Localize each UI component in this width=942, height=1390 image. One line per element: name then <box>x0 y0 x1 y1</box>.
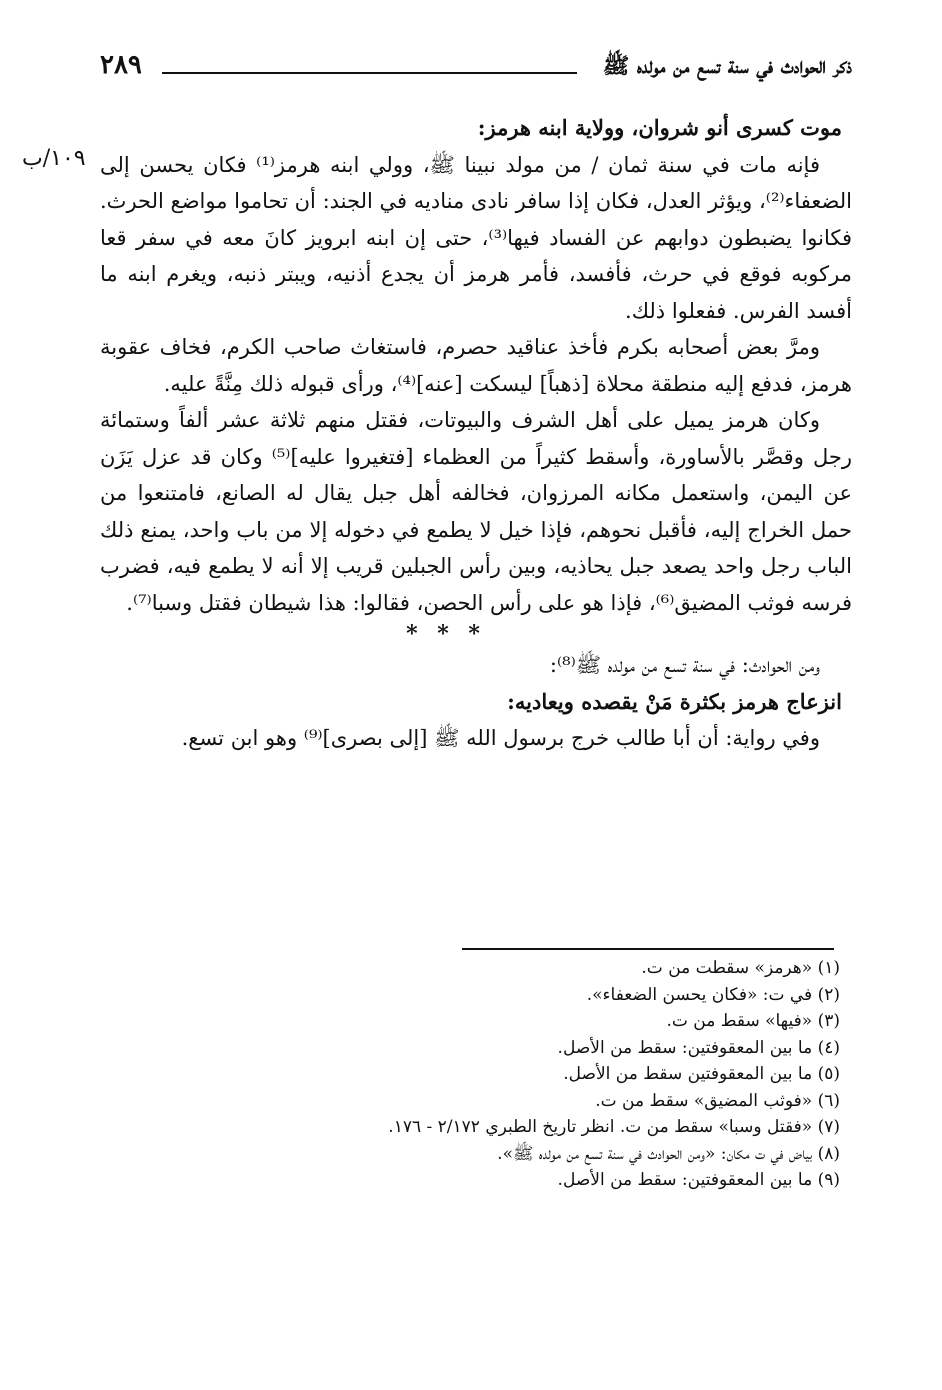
header-rule <box>162 72 577 74</box>
footnote: (١) «هرمز» سقطت من ت. <box>641 958 840 978</box>
margin-folio-note: ١٠٩/ب <box>22 146 86 171</box>
paragraph: فإنه مات في سنة ثمان / من مولد نبينا ﷺ، وولي ابنه هرمز⁽¹⁾ فكان يحسن إلى الضعفاء⁽²⁾، ويؤثر العدل، فكان إذا سافر نادى مناديه في الجند: أن تحاموا مواضع الحرث. فكانوا يضبطون دوابهم عن الفساد فيها⁽³⁾، حتى إن ابنه ابرويز كانَ معه في سفر قعا مركوبه فوقع في حرث، فأفسد، فأمر هرمز أن يجدع أذنيه، ويبتر ذنبه، ويغرم ابنه ما أفسد الفرس. ففعلوا ذلك. <box>100 152 853 323</box>
footnotes <box>340 955 840 1194</box>
section-heading: موت كسرى أنو شروان، وولاية ابنه هرمز: <box>477 115 842 140</box>
main-text <box>100 110 852 757</box>
footnote: (٥) ما بين المعقوفتين سقط من الأصل. <box>563 1064 840 1084</box>
page-number: ٢٨٩ <box>100 50 142 80</box>
section-separator: * * * <box>406 621 486 647</box>
paragraph: وفي رواية: أن أبا طالب خرج برسول الله ﷺ [إلى بصرى]⁽⁹⁾ وهو ابن تسع. <box>181 726 820 750</box>
running-header-title: ذكر الحوادث في سنة تسع من مولده ﷺ <box>602 53 852 79</box>
footnote: (٩) ما بين المعقوفتين: سقط من الأصل. <box>557 1170 840 1190</box>
footnote: (٧) «فقتل وسبا» سقط من ت. انظر تاريخ الطبري ٢/١٧٢ - ١٧٦. <box>388 1117 840 1137</box>
footnote: (٦) «فوثب المضيق» سقط من ت. <box>595 1090 840 1111</box>
footnote: (٣) «فيها» سقط من ت. <box>666 1011 840 1031</box>
paragraph: وكان هرمز يميل على أهل الشرف والبيوتات، فقتل منهم ثلاثة عشر ألفاً وستمائة رجل وقصَّر بالأساورة، وأسقط كثيراً من العظماء [فتغيروا عليه]⁽⁵⁾ وكان قد عزل يَزَن عن اليمن، واستعمل مكانه المرزوان، فخالفه أهل جبل يقال له الصانع، فامتنعوا من حمل الخراج إليه، فأقبل نحوهم، فإذا خيل لا يطمع في دخوله إلا من باب واحد، يمنع ذلك الباب رجل واحد يصعد جبل يحاذيه، وبين رأس الجبلين قريب إلا أنه لا يطمع فيه، فضرب فرسه فوثب المضيق⁽⁶⁾، فإذا هو على رأس الحصن، فقالوا: هذا شيطان فقتل وسبا⁽⁷⁾. <box>100 408 852 615</box>
footnote: (٤) ما بين المعقوفتين: سقط من الأصل. <box>557 1037 840 1058</box>
footnote: (٨) بياض في ت مكان: «ومن الحوادث في سنة تسع من مولده ﷺ». <box>497 1143 840 1164</box>
running-header <box>100 50 852 90</box>
section-heading: انزعاج هرمز بكثرة مَنْ يقصده ويعاديه: <box>507 688 842 714</box>
paragraph: ومرَّ بعض أصحابه بكرم فأخذ عناقيد حصرم، فاستغاث صاحب الكرم، فخاف عقوبة هرمز، فدفع إليه منطقة محلاة [ذهباً] ليسكت [عنه]⁽⁴⁾، ورأى قبوله ذلك مِنَّةً عليه. <box>100 335 852 396</box>
footnote-rule <box>462 948 834 950</box>
paragraph: ومن الحوادث: في سنة تسع من مولده ﷺ⁽⁸⁾: <box>549 653 820 677</box>
footnote: (٢) في ت: «فكان يحسن الضعفاء». <box>586 984 840 1005</box>
